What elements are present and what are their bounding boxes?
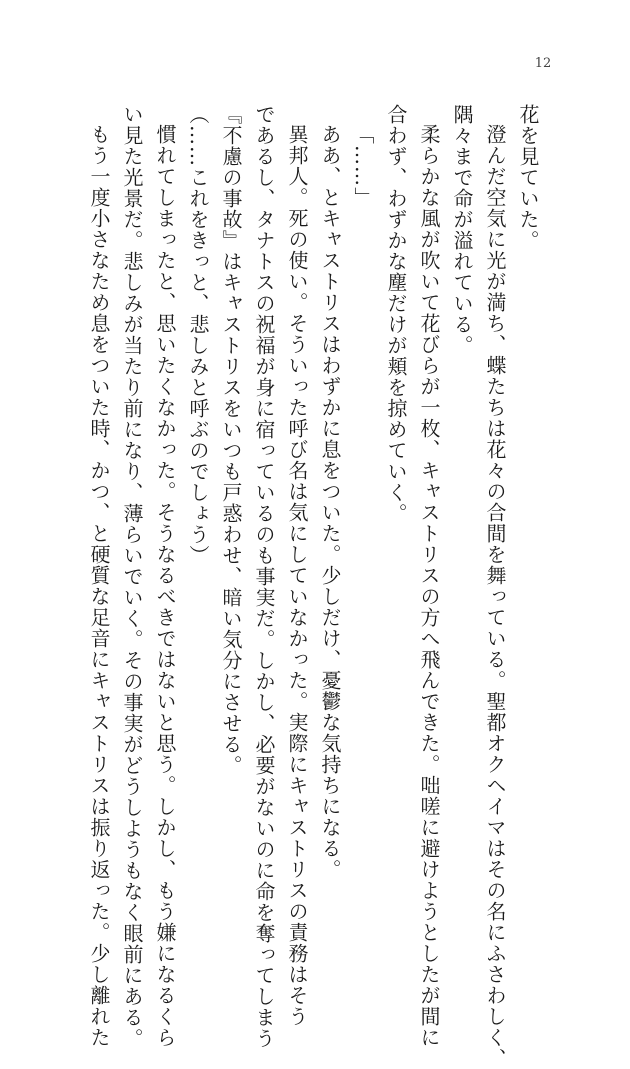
text-line: 異邦人。死の使い。そういった呼び名は気にしていなかった。実際にキャストリスの責務はそう (285, 124, 309, 1027)
text-line: （……これをきっと、悲しみと呼ぶのでしょう） (186, 104, 210, 566)
text-line: 『不慮の事故』はキャストリスをいつも戸惑わせ、暗い気分にさせる。 (219, 104, 243, 776)
vertical-text-body (82, 104, 544, 1069)
text-line: 柔らかな風が吹いて花びらが一枚、キャストリスの方へ飛んできた。咄嗟に避けようとしたが間に (417, 124, 441, 1048)
text-line: 隅々まで命が溢れている。 (450, 104, 474, 356)
text-line: い見た光景だ。悲しみが当たり前になり、薄らいでいく。その事実がどうしようもなく眼前にある。 (120, 104, 144, 1049)
text-line: 花を見ていた。 (516, 104, 540, 251)
text-line: 合わず、わずかな塵だけが頬を掠めていく。 (384, 104, 408, 524)
text-line: であるし、タナトスの祝福が身に宿っているのも事実だ。しかし、必要がないのに命を奪ってしまう (252, 104, 276, 1049)
text-line: 慣れてしまったと、思いたくなかった。そうなるべきではないと思う。しかし、もう嫌になるくら (153, 124, 177, 1048)
page-number: 12 (534, 56, 552, 71)
text-line: 「……」 (351, 124, 375, 208)
text-line: もう一度小さなため息をついた時、かつ、と硬質な足音にキャストリスは振り返った。少し離れた (87, 124, 111, 1048)
text-line: ああ、とキャストリスはわずかに息をついた。少しだけ、憂鬱な気持ちになる。 (318, 124, 342, 880)
text-line: 澄んだ空気に光が満ち、蝶たちは花々の合間を舞っている。聖都オクヘイマはその名にふさわしく、 (483, 124, 507, 1069)
